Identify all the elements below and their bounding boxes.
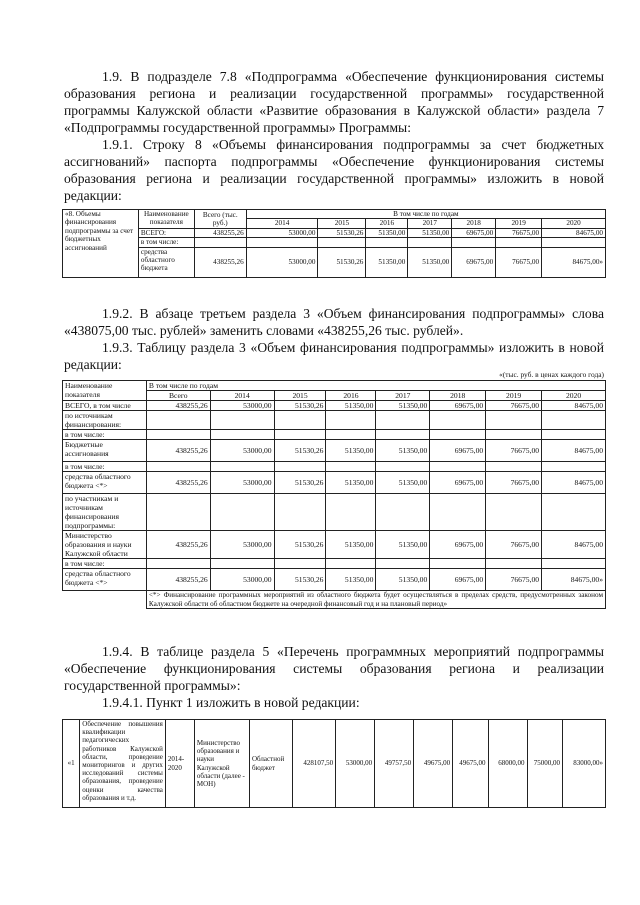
activity-period: 2014-2020 [165,720,194,808]
passport-row-label: «8. Объемы финансирования подпрограммы за счет бюджетных ассигнований [63,210,139,278]
cell: 53000,00 [246,228,318,237]
year-2015: 2015 [274,391,326,401]
activity-name: Обеспечение повышения квалификации педагогических работников Калужской области, проведение мониторингов и других исследований системы образования, проведение оценки качества образования и т.д. [80,720,166,808]
year-2016: 2016 [326,391,376,401]
row-total: 438255,26 [194,247,246,277]
year-2019: 2019 [496,219,542,228]
row-name: в том числе: [138,238,194,247]
year-2014: 2014 [210,391,274,401]
paragraph-1-9-3: 1.9.3. Таблицу раздела 3 «Объем финансирования подпрограммы» изложить в новой редакции: [64,340,604,372]
paragraph-1-9: 1.9. В подразделе 7.8 «Подпрограмма «Обеспечение функционирования системы образования региона и реализации государственной программы» государственной программы Калужской области «Развитие образования в Калужской области» раздела 7 «Подпрограммы государственной программы» Программы: [64,69,604,135]
table-row: в том числе: [63,559,606,569]
cell: 69675,00 [452,247,496,277]
year-2020: 2020 [542,219,606,228]
activity-total: 428107,50 [293,720,336,808]
footnote: <*> Финансирование программных мероприятий из областного бюджета будет осуществляться в пределах средств, предусмотренных законом Калужской области об областном бюджете на очередной финансовый год и на плановый период» [146,591,605,609]
year-2018: 2018 [430,391,486,401]
cell: 51350,00 [366,228,408,237]
activity-table [62,719,606,808]
year-2019: 2019 [486,391,542,401]
cell: 51530,26 [318,247,366,277]
cell: 49757,50 [375,720,414,808]
year-2017: 2017 [408,219,452,228]
table-row [63,228,606,237]
year-2020: 2020 [542,391,606,401]
cell: 51350,00 [408,228,452,237]
header-total: Всего (тыс. руб.) [194,210,246,229]
header-name: Наименование показателя [63,381,147,401]
table-row: в том числе: [63,430,606,440]
paragraph-1-9-4-1: 1.9.4.1. Пункт 1 изложить в новой редакции: [102,695,360,710]
cell: 83000,00» [562,720,605,808]
year-2016: 2016 [366,219,408,228]
cell: 75000,00 [527,720,562,808]
table-row: Бюджетные ассигнования 438255,26 53000,00 51530,26 51350,00 51350,00 69675,00 76675,00 84675,00 [63,440,606,462]
funding-source: Областной бюджет [249,720,292,808]
cell: 84675,00 [542,228,606,237]
cell: 76675,00 [496,228,542,237]
footnote-row [63,591,606,609]
paragraph-1-9-2: 1.9.2. В абзаце третьем раздела 3 «Объем финансирования подпрограммы» слова «438075,00 тыс. рублей» заменить словами «438255,26 тыс. рублей». [64,306,604,338]
row-name: средства областного бюджета [138,247,194,277]
cell: 69675,00 [452,228,496,237]
cell: 51350,00 [366,247,408,277]
funding-volume-table [62,380,606,609]
header-years-group: В том числе по годам [246,210,605,219]
table-row: по участникам и источникам финансирования подпрограммы: [63,494,606,531]
year-2014: 2014 [246,219,318,228]
cell: 53000,00 [336,720,375,808]
table-row: Министерство образования и науки Калужской области 438255,26 53000,00 51530,26 51350,00 51350,00 69675,00 76675,00 84675,00 [63,531,606,559]
table-row [63,720,606,808]
table-row: ВСЕГО, в том числе 438255,26 53000,00 51530,26 51350,00 51350,00 69675,00 76675,00 84675,00 [63,401,606,411]
activity-executor: Министерство образования и науки Калужской области (далее - МОН) [194,720,249,808]
year-2018: 2018 [452,219,496,228]
table-row [63,247,606,277]
year-2015: 2015 [318,219,366,228]
header-years-group: В том числе по годам [146,381,605,391]
cell: 84675,00» [542,247,606,277]
paragraph-1-9-4: 1.9.4. В таблице раздела 5 «Перечень программных мероприятий подпрограммы «Обеспечение функционирования системы образования региона и реализации государственной программы»: [64,644,604,693]
table-row [63,238,606,247]
cell: 51530,26 [318,228,366,237]
header-name: Наименование показателя [138,210,194,229]
row-total: 438255,26 [194,228,246,237]
cell: 53000,00 [246,247,318,277]
cell: 49675,00 [414,720,453,808]
cell: 68000,00 [488,720,527,808]
header-total: Всего [146,391,210,401]
table-row: средства областного бюджета <*> 438255,26 53000,00 51530,26 51350,00 51350,00 69675,00 76675,00 84675,00 [63,472,606,494]
passport-funding-table [62,209,606,278]
row-name: ВСЕГО: [138,228,194,237]
year-2017: 2017 [376,391,430,401]
table-row: по источникам финансирования: [63,411,606,430]
cell: 49675,00 [453,720,488,808]
table-row: в том числе: [63,462,606,472]
paragraph-1-9-1: 1.9.1. Строку 8 «Объемы финансирования подпрограммы за счет бюджетных ассигнований» паспорта подпрограммы «Обеспечение функционирования системы образования региона и реализации государственной программы» изложить в новой редакции: [64,137,604,203]
unit-note: «(тыс. руб. в ценах каждого года) [499,370,604,379]
table-row: средства областного бюджета <*> 438255,26 53000,00 51530,26 51350,00 51350,00 69675,00 76675,00 84675,00» [63,569,606,591]
cell: 76675,00 [496,247,542,277]
item-number: «1 [63,720,80,808]
cell: 51350,00 [408,247,452,277]
